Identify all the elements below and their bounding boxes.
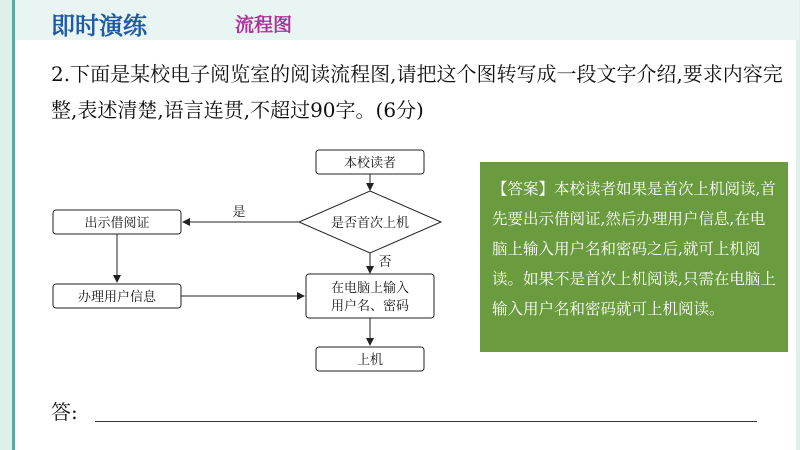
flow-input-label-line2: 用户名、密码 xyxy=(330,299,410,314)
flow-decision-label: 是否首次上机 xyxy=(330,216,410,231)
answer-box: 【答案】本校读者如果是首次上机阅读,首先要出示借阅证,然后办理用户信息,在电脑上输入用户名和密码之后,就可上机阅读。如果不是首次上机阅读,只需在电脑上输入用户名和密码就可上机阅读。 xyxy=(480,162,788,352)
answer-underline[interactable] xyxy=(95,421,757,422)
flow-yes-label: 是 xyxy=(232,205,246,220)
answer-label: 答: xyxy=(51,400,78,424)
slide xyxy=(12,0,796,450)
flow-input-label-line1: 在电脑上输入 xyxy=(330,281,410,296)
flow-end-label: 上机 xyxy=(356,353,384,368)
flow-start-label: 本校读者 xyxy=(343,156,397,171)
question-text: 2.下面是某校电子阅览室的阅读流程图,请把这个图转写成一段文字介绍,要求内容完整,表述清楚,语言连贯,不超过90字。(6分) xyxy=(51,62,783,122)
page-title: 即时演练 xyxy=(51,11,147,40)
flow-register-label: 办理用户信息 xyxy=(77,290,157,305)
page-subtitle: 流程图 xyxy=(235,14,293,36)
flow-show-card-label: 出示借阅证 xyxy=(84,216,150,231)
flowchart xyxy=(33,140,479,380)
flow-no-label: 否 xyxy=(378,255,392,270)
